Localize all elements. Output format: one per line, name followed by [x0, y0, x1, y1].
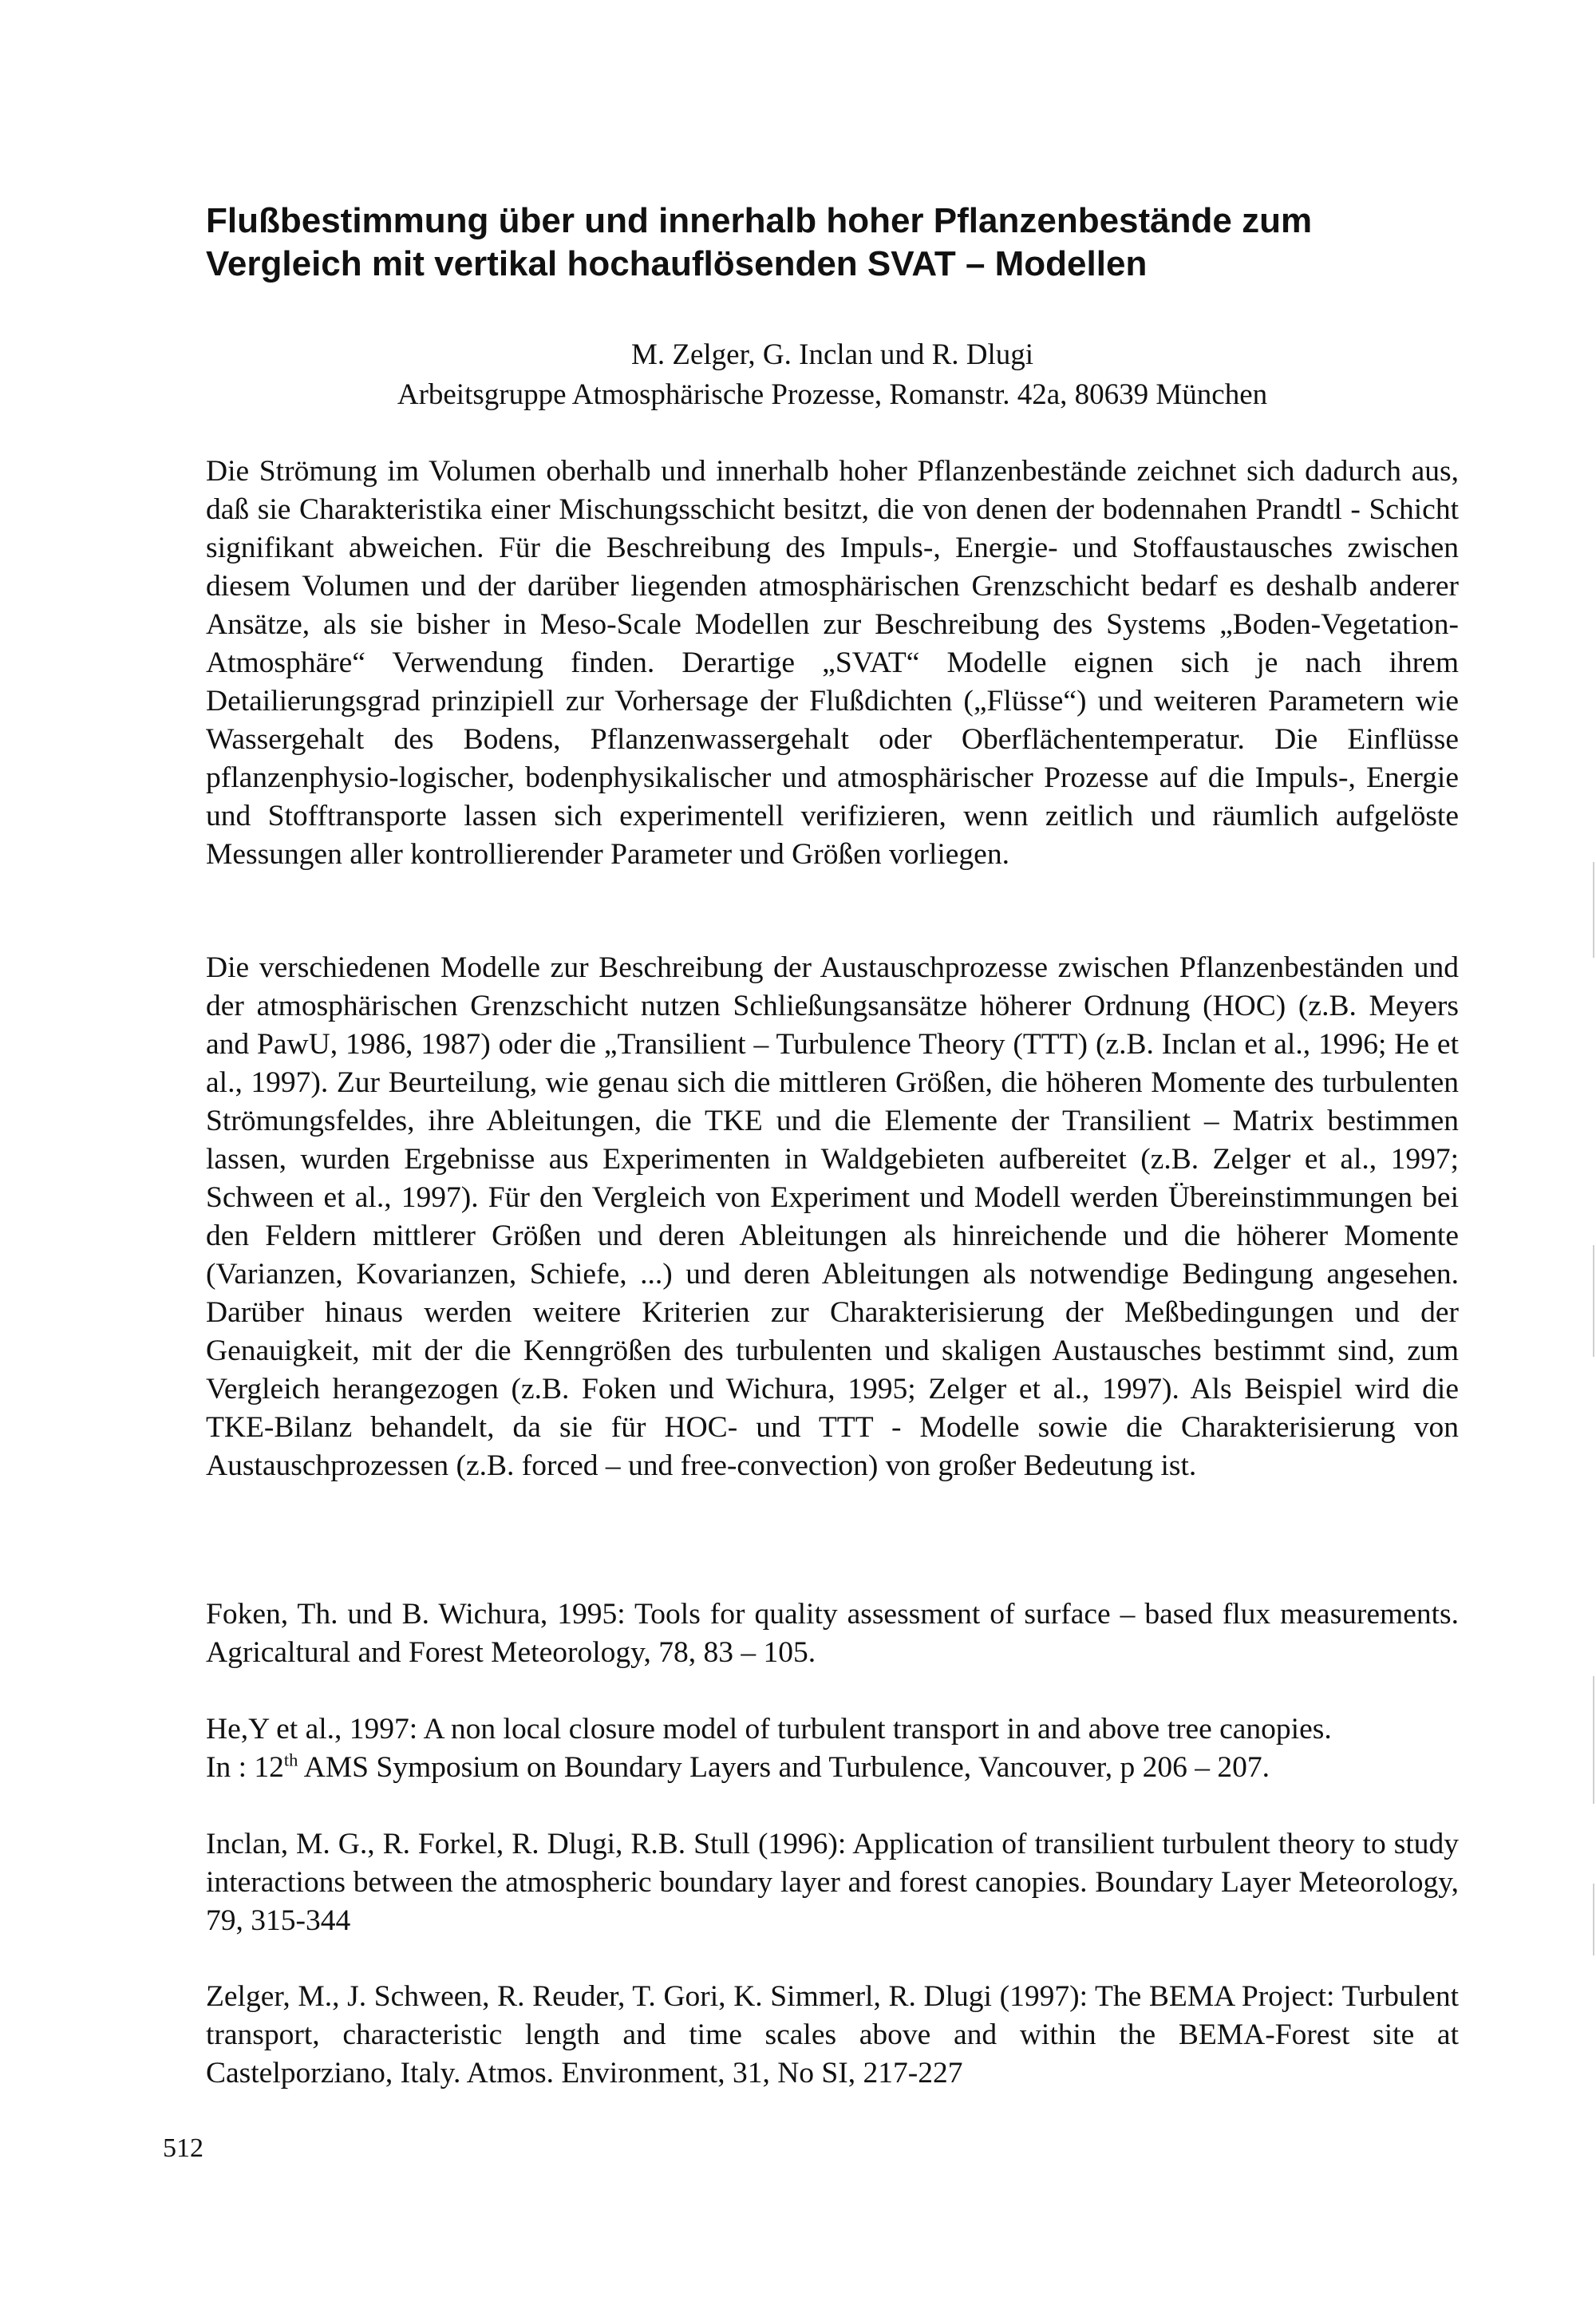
scan-edge-mark-2 [1593, 1245, 1594, 1357]
author-affiliation: Arbeitsgruppe Atmosphärische Prozesse, Romanstr. 42a, 80639 München [397, 378, 1268, 411]
title-line-1: Flußbestimmung über und innerhalb hoher Pflanzenbestände zum [206, 201, 1313, 240]
scan-edge-mark-4 [1593, 1884, 1594, 1955]
author-names: M. Zelger, G. Inclan und R. Dlugi [630, 338, 1034, 371]
reference-inclan: Inclan, M. G., R. Forkel, R. Dlugi, R.B. Stull (1996): Application of transilient turbulent theory to study interactions between the atmospheric boundary layer and forest canopies. Boundary Layer Meteorology, 79, 315-344 [206, 1828, 1459, 1937]
reference-he-in: In : 12 [206, 1751, 284, 1784]
reference-zelger: Zelger, M., J. Schween, R. Reuder, T. Gori, K. Simmerl, R. Dlugi (1997): The BEMA Project: Turbulent transport, characteristic length and time scales above and within the BEMA-Forest site at Castelporziano, Italy. Atmos. Environment, 31, No SI, 217-227 [206, 1980, 1459, 2090]
scan-edge-mark-3 [1593, 1676, 1594, 1804]
title-line-2: Vergleich mit vertikal hochauflösenden SVAT – Modellen [206, 244, 1148, 283]
reference-foken: Foken, Th. und B. Wichura, 1995: Tools for quality assessment of surface – based flux measurements. Agricaltural and Forest Meteorology, 78, 83 – 105. [206, 1598, 1459, 1669]
body-paragraph-1: Die Strömung im Volumen oberhalb und innerhalb hoher Pflanzenbestände zeichnet sich dadurch aus, daß sie Charakteristika einer Mischungsschicht besitzt, die von denen der bodennahen Prandtl - Schicht signifikant abweichen. Für die Beschreibung des Impuls-, Energie- und Stoffaustausches zwischen diesem Volumen und der darüber liegenden atmosphärischen Grenzschicht bedarf es deshalb anderer Ansätze, als sie bisher in Meso-Scale Modellen zur Beschreibung des Systems „Boden-Vegetation-Atmosphäre“ Verwendung finden. Derartige „SVAT“ Modelle eignen sich je nach ihrem Detailierungsgrad prinzipiell zur Vorhersage der Flußdichten („Flüsse“) und weiteren Parametern wie Wassergehalt des Bodens, Pflanzenwassergehalt oder Oberflächentemperatur. Die Einflüsse pflanzenphysio-logischer, bodenphysikalischer und atmosphärischer Prozesse auf die Impuls-, Energie und Stofftransporte lassen sich experimentell verifizieren, wenn zeitlich und räumlich aufgelöste Messungen aller kontrollierender Parameter und Größen vorliegen. [206, 455, 1459, 871]
reference-he-line-1: He,Y et al., 1997: A non local closure model of turbulent transport in and above tree canopies. [206, 1713, 1332, 1746]
reference-he-superscript: th [283, 1750, 298, 1770]
page-number: 512 [163, 2133, 203, 2163]
scan-edge-mark-1 [1593, 862, 1594, 958]
author-block [206, 335, 1459, 415]
reference-he [206, 1710, 1459, 1787]
paper-title [206, 200, 1483, 286]
body-paragraph-2: Die verschiedenen Modelle zur Beschreibung der Austauschprozesse zwischen Pflanzenbeständen und der atmosphärischen Grenzschicht nutzen Schließungsansätze höherer Ordnung (HOC) (z.B. Meyers and PawU, 1986, 1987) oder die „Transilient – Turbulence Theory (TTT) (z.B. Inclan et al., 1996; He et al., 1997). Zur Beurteilung, wie genau sich die mittleren Größen, die höheren Momente des turbulenten Strömungsfeldes, ihre Ableitungen, die TKE und die Elemente der Transilient – Matrix bestimmen lassen, wurden Ergebnisse aus Experimenten in Waldgebieten aufbereitet (z.B. Zelger et al., 1997; Schween et al., 1997). Für den Vergleich von Experiment und Modell werden Übereinstimmungen bei den Feldern mittlerer Größen und deren Ableitungen als hinreichende und die höherer Momente (Varianzen, Kovarianzen, Schiefe, ...) und deren Ableitungen als notwendige Bedingung angesehen. Darüber hinaus werden weitere Kriterien zur Charakterisierung der Meßbedingungen und der Genauigkeit, mit der die Kenngrößen des turbulenten und skaligen Austausches bestimmt sind, zum Vergleich herangezogen (z.B. Foken und Wichura, 1995; Zelger et al., 1997). Als Beispiel wird die TKE-Bilanz behandelt, da sie für HOC- und TTT - Modelle sowie die Charakterisierung von Austauschprozessen (z.B. forced – und free-convection) von großer Bedeutung ist. [206, 951, 1459, 1482]
reference-he-rest: AMS Symposium on Boundary Layers and Turbulence, Vancouver, p 206 – 207. [298, 1751, 1270, 1784]
